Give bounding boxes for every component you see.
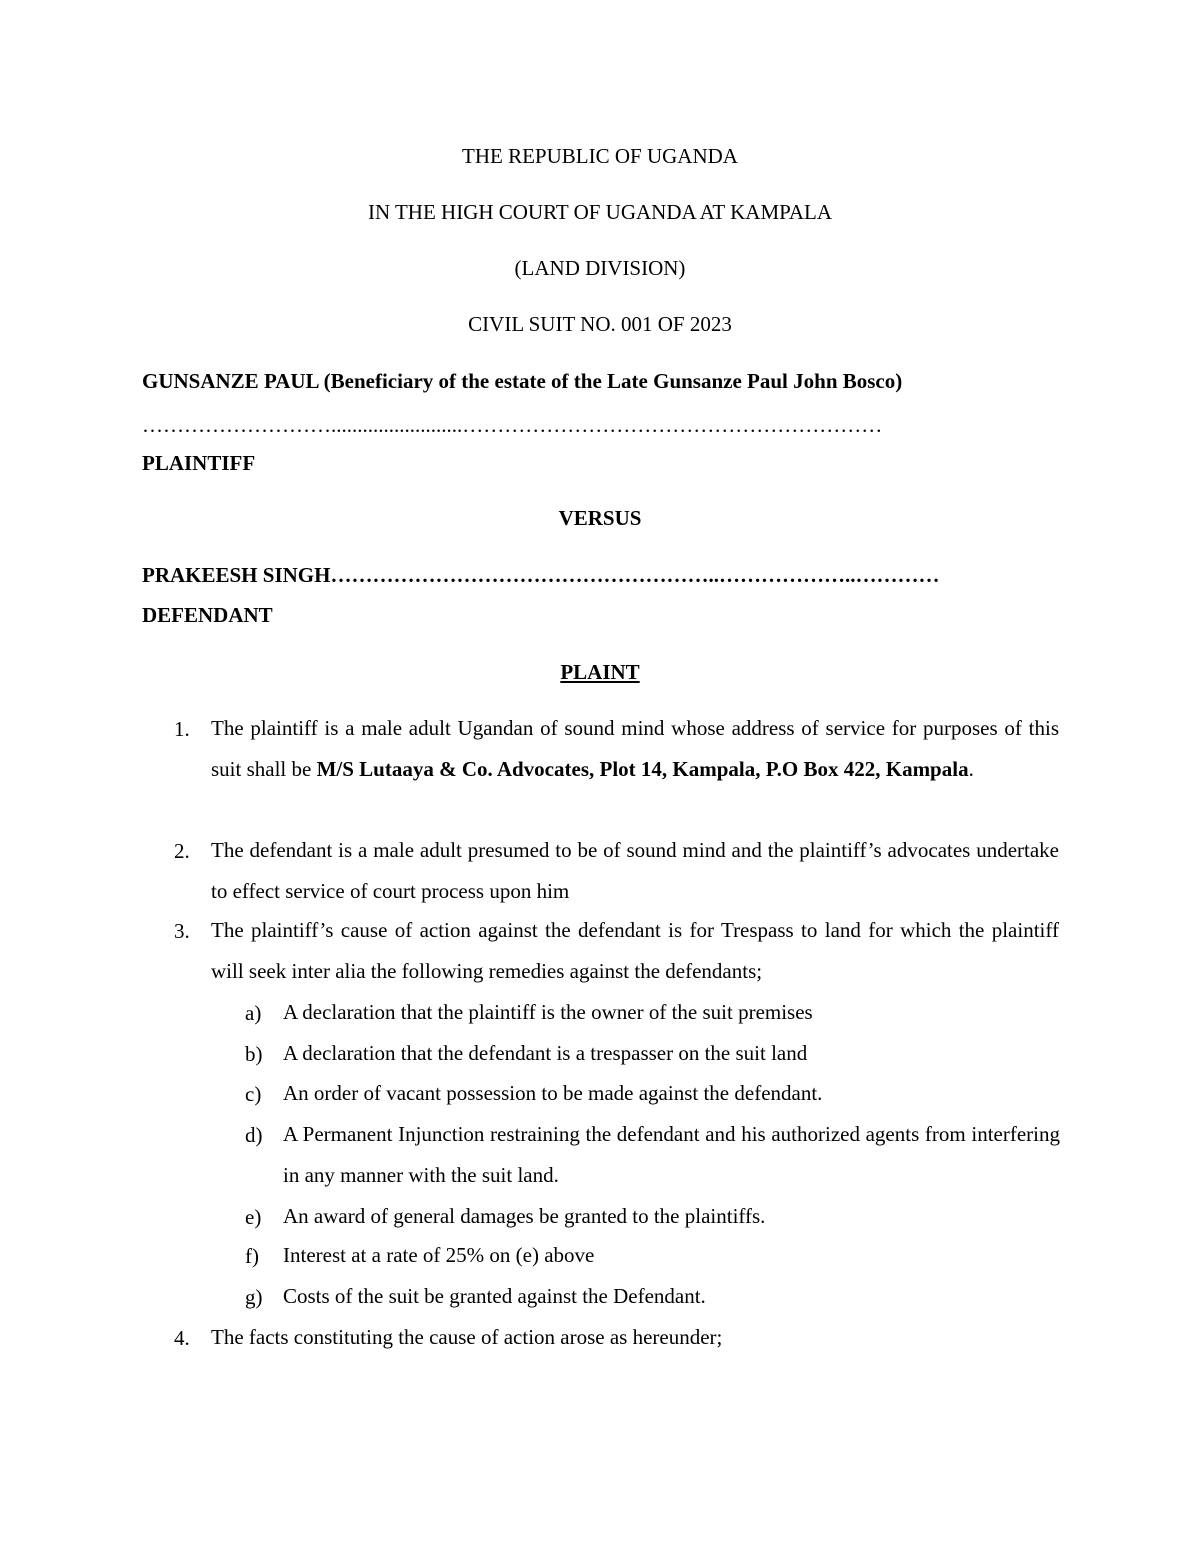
plaint-title-text: PLAINT xyxy=(560,660,640,684)
item-3-number: 3. xyxy=(174,919,190,943)
republic-heading: THE REPUBLIC OF UGANDA xyxy=(462,144,738,168)
court-heading: IN THE HIGH COURT OF UGANDA AT KAMPALA xyxy=(367,200,833,224)
remedy-e-text: An award of general damages be granted to the plaintiffs. xyxy=(283,1204,766,1228)
remedy-b-text: A declaration that the defendant is a trespasser on the suit land xyxy=(283,1041,808,1065)
remedy-g-text: Costs of the suit be granted against the Defendant. xyxy=(283,1284,706,1308)
division-heading: (LAND DIVISION) xyxy=(514,256,686,280)
remedy-d-label: d) xyxy=(245,1123,263,1147)
suit-number-heading: CIVIL SUIT NO. 001 OF 2023 xyxy=(468,312,732,336)
remedy-e-label: e) xyxy=(245,1205,262,1229)
item-3-text: The plaintiff’s cause of action against the defendant is for Trespass to land for which the plaintiff will seek inter alia the following remedies against the defendants; xyxy=(211,918,1059,983)
item-1-number: 1. xyxy=(174,717,190,741)
item-2-text: The defendant is a male adult presumed to be of sound mind and the plaintiff’s advocates undertake to effect service of court process upon him xyxy=(211,838,1059,903)
item-4-text: The facts constituting the cause of action arose as hereunder; xyxy=(211,1325,723,1349)
versus-heading: VERSUS xyxy=(558,506,642,530)
remedy-a-label: a) xyxy=(245,1001,262,1025)
item-4-number: 4. xyxy=(174,1326,190,1350)
remedy-g-label: g) xyxy=(245,1285,263,1309)
plaintiff-dots: ……………………….........................…………………………………………………… xyxy=(142,413,883,437)
defendant-line: PRAKEESH SINGH………………………………………………..………………..………… xyxy=(142,563,940,587)
item-1-text-bold: M/S Lutaaya & Co. Advocates, Plot 14, Kampala, P.O Box 422, Kampala xyxy=(316,757,969,781)
item-1-text-start: The plaintiff is a male adult Ugandan of sound mind whose address of service for purposes of this suit shall be xyxy=(211,716,1059,781)
remedy-b-label: b) xyxy=(245,1042,263,1066)
remedy-a-text: A declaration that the plaintiff is the owner of the suit premises xyxy=(283,1000,813,1024)
remedy-f-label: f) xyxy=(245,1244,259,1268)
item-1-text xyxy=(211,708,1059,790)
remedy-c-label: c) xyxy=(245,1082,262,1106)
plaint-title xyxy=(0,660,1200,685)
defendant-label: DEFENDANT xyxy=(142,603,273,627)
remedy-c-text: An order of vacant possession to be made against the defendant. xyxy=(283,1081,823,1105)
item-2-number: 2. xyxy=(174,839,190,863)
remedy-f-text: Interest at a rate of 25% on (e) above xyxy=(283,1243,595,1267)
plaintiff-label: PLAINTIFF xyxy=(142,451,256,475)
item-1-text-end: . xyxy=(968,757,974,781)
plaintiff-name: GUNSANZE PAUL (Beneficiary of the estate of the Late Gunsanze Paul John Bosco) xyxy=(142,369,903,393)
remedy-d-text: A Permanent Injunction restraining the defendant and his authorized agents from interfering in any manner with the suit land. xyxy=(283,1122,1060,1187)
